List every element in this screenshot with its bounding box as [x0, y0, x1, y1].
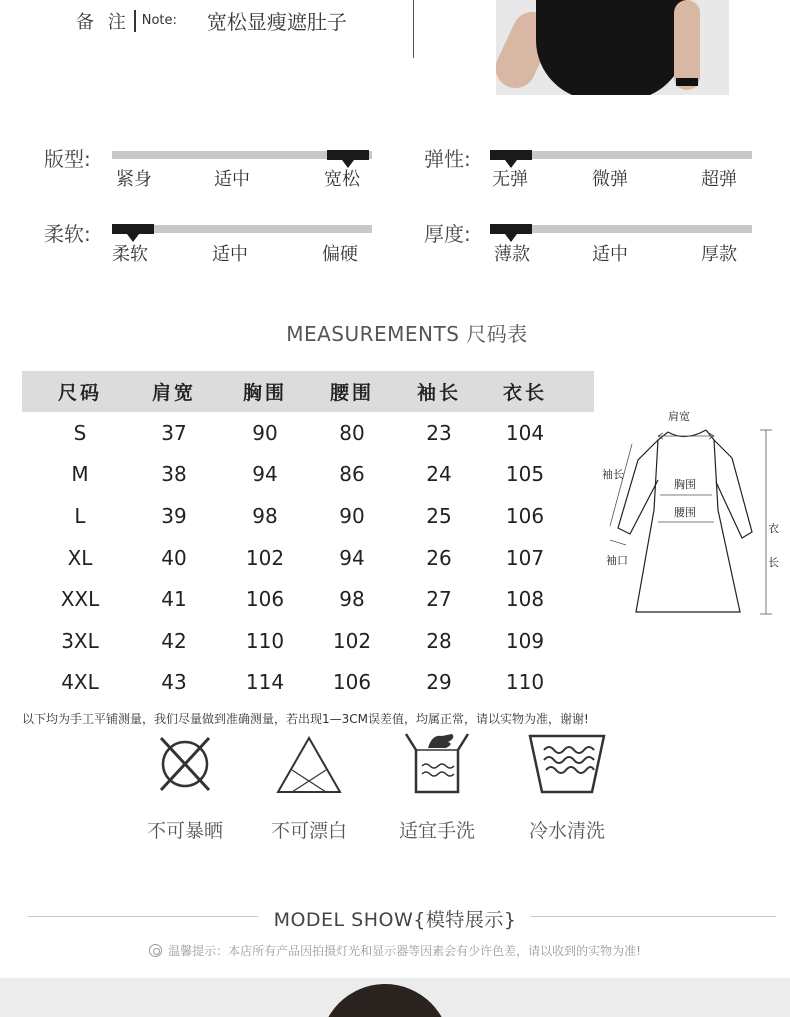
attr-elasticity-option: 无弹	[492, 169, 528, 190]
table-cell: 105	[505, 462, 545, 487]
table-cell: 106	[505, 503, 545, 528]
table-cell: XXL	[60, 587, 100, 612]
table-row	[22, 412, 594, 454]
table-cell: 38	[161, 462, 187, 487]
care-item-no-sun	[130, 730, 240, 843]
attr-fit-bar	[112, 151, 372, 159]
attr-fit-label: 版型:	[44, 147, 91, 171]
attr-softness-option: 偏硬	[322, 244, 358, 265]
table-cell: 94	[252, 462, 278, 487]
model-show-tip-text: 温馨提示：本店所有产品因拍摄灯光和显示器等因素会有少许色差，请以收到的实物为准!	[168, 944, 641, 958]
note-label: 备 注	[76, 11, 130, 33]
table-row	[22, 495, 594, 537]
table-cell: 102	[332, 628, 372, 653]
diagram-label-sleeve: 袖长	[602, 468, 624, 481]
table-cell: 86	[339, 462, 365, 487]
attr-softness-bar	[112, 225, 372, 233]
note-separator	[134, 10, 136, 32]
table-cell: 28	[426, 628, 452, 653]
table-cell: 42	[161, 628, 187, 653]
attr-fit-option: 紧身	[116, 169, 152, 190]
attr-thickness-indicator	[490, 224, 532, 234]
table-cell: 94	[339, 545, 365, 570]
table-row	[22, 578, 594, 620]
vertical-divider	[413, 0, 414, 58]
table-cell: 90	[339, 503, 365, 528]
diagram-label-length-1: 衣	[768, 522, 779, 535]
attr-softness-label: 柔软:	[44, 222, 91, 246]
table-cell: 102	[245, 545, 285, 570]
header-waist: 腰围	[329, 382, 374, 404]
cold-water-icon	[528, 730, 606, 794]
header-chest: 胸围	[242, 382, 287, 404]
care-item-no-bleach	[254, 730, 364, 843]
table-cell: 98	[252, 503, 278, 528]
table-cell: XL	[67, 545, 93, 570]
care-item-cold-water	[512, 730, 622, 843]
table-cell: 98	[339, 587, 365, 612]
table-cell: 43	[161, 670, 187, 695]
table-cell: 26	[426, 545, 452, 570]
attr-fit-option: 适中	[214, 169, 250, 190]
table-cell: 110	[505, 670, 545, 695]
hand-wash-icon	[402, 730, 472, 794]
header-length: 衣长	[502, 382, 547, 404]
table-cell: 40	[161, 545, 187, 570]
attr-softness-option: 柔软	[112, 244, 148, 265]
attr-fit-indicator	[327, 150, 369, 160]
care-label: 不可漂白	[270, 820, 347, 842]
care-label: 不可暴晒	[146, 820, 223, 842]
attr-elasticity-label: 弹性:	[424, 147, 471, 171]
model-show-title: MODEL SHOW{模特展示}	[273, 909, 517, 931]
attr-softness-option: 适中	[212, 244, 248, 265]
no-sun-dry-icon	[153, 730, 217, 794]
table-cell: 3XL	[61, 628, 99, 653]
garment-diagram	[596, 400, 790, 630]
table-cell: 23	[426, 420, 452, 445]
attr-thickness-option: 厚款	[701, 244, 737, 265]
model-photo	[0, 978, 790, 1017]
table-cell: 25	[426, 503, 452, 528]
header-sleeve: 袖长	[416, 382, 461, 404]
no-bleach-icon	[274, 730, 344, 794]
attr-fit-option: 宽松	[324, 169, 360, 190]
care-label: 适宜手洗	[398, 820, 475, 842]
diagram-label-length-2: 长	[768, 556, 779, 569]
table-row	[22, 454, 594, 496]
table-cell: L	[74, 503, 86, 528]
measurement-note: 以下均为手工平铺测量，我们尽量做到准确测量，若出现1—3CM误差值，均属正常，请以实物为准，谢谢!	[22, 712, 589, 726]
table-cell: 108	[505, 587, 545, 612]
note-value: 宽松显瘦遮肚子	[206, 10, 347, 34]
info-icon	[149, 944, 162, 957]
attr-elasticity-option: 超弹	[701, 169, 737, 190]
model-show-tip	[0, 942, 790, 959]
attr-softness-indicator	[112, 224, 154, 234]
attr-thickness-option: 适中	[592, 244, 628, 265]
note-label-en: Note:	[141, 13, 177, 28]
attr-thickness-bar	[490, 225, 752, 233]
diagram-label-waist: 腰围	[674, 506, 696, 519]
table-cell: 106	[332, 670, 372, 695]
diagram-label-shoulder: 肩宽	[668, 410, 690, 423]
table-cell: M	[71, 462, 89, 487]
attr-thickness-label: 厚度:	[424, 222, 471, 246]
table-cell: S	[73, 420, 87, 445]
note	[76, 6, 347, 35]
table-cell: 27	[426, 587, 452, 612]
table-cell: 37	[161, 420, 187, 445]
header-shoulder: 肩宽	[151, 382, 196, 404]
header-size: 尺码	[57, 382, 102, 404]
attr-elasticity-option: 微弹	[592, 169, 628, 190]
table-cell: 114	[245, 670, 285, 695]
size-table	[22, 371, 594, 703]
table-cell: 24	[426, 462, 452, 487]
size-table-header	[22, 371, 594, 412]
attr-elasticity-bar	[490, 151, 752, 159]
table-cell: 41	[161, 587, 187, 612]
table-row	[22, 620, 594, 662]
table-cell: 109	[505, 628, 545, 653]
table-cell: 110	[245, 628, 285, 653]
attr-elasticity-indicator	[490, 150, 532, 160]
measurements-title: MEASUREMENTS 尺码表	[286, 322, 528, 346]
diagram-label-chest: 胸围	[674, 478, 696, 491]
care-item-hand-wash	[382, 730, 492, 843]
care-label: 冷水清洗	[528, 820, 605, 842]
table-cell: 90	[252, 420, 278, 445]
table-row	[22, 537, 594, 579]
table-cell: 4XL	[61, 670, 99, 695]
table-cell: 104	[505, 420, 545, 445]
table-cell: 29	[426, 670, 452, 695]
product-photo-top	[496, 0, 729, 95]
table-cell: 80	[339, 420, 365, 445]
attr-thickness-option: 薄款	[494, 244, 530, 265]
table-row	[22, 662, 594, 704]
table-cell: 106	[245, 587, 285, 612]
table-cell: 39	[161, 503, 187, 528]
diagram-label-cuff: 袖口	[606, 554, 628, 567]
table-cell: 107	[505, 545, 545, 570]
